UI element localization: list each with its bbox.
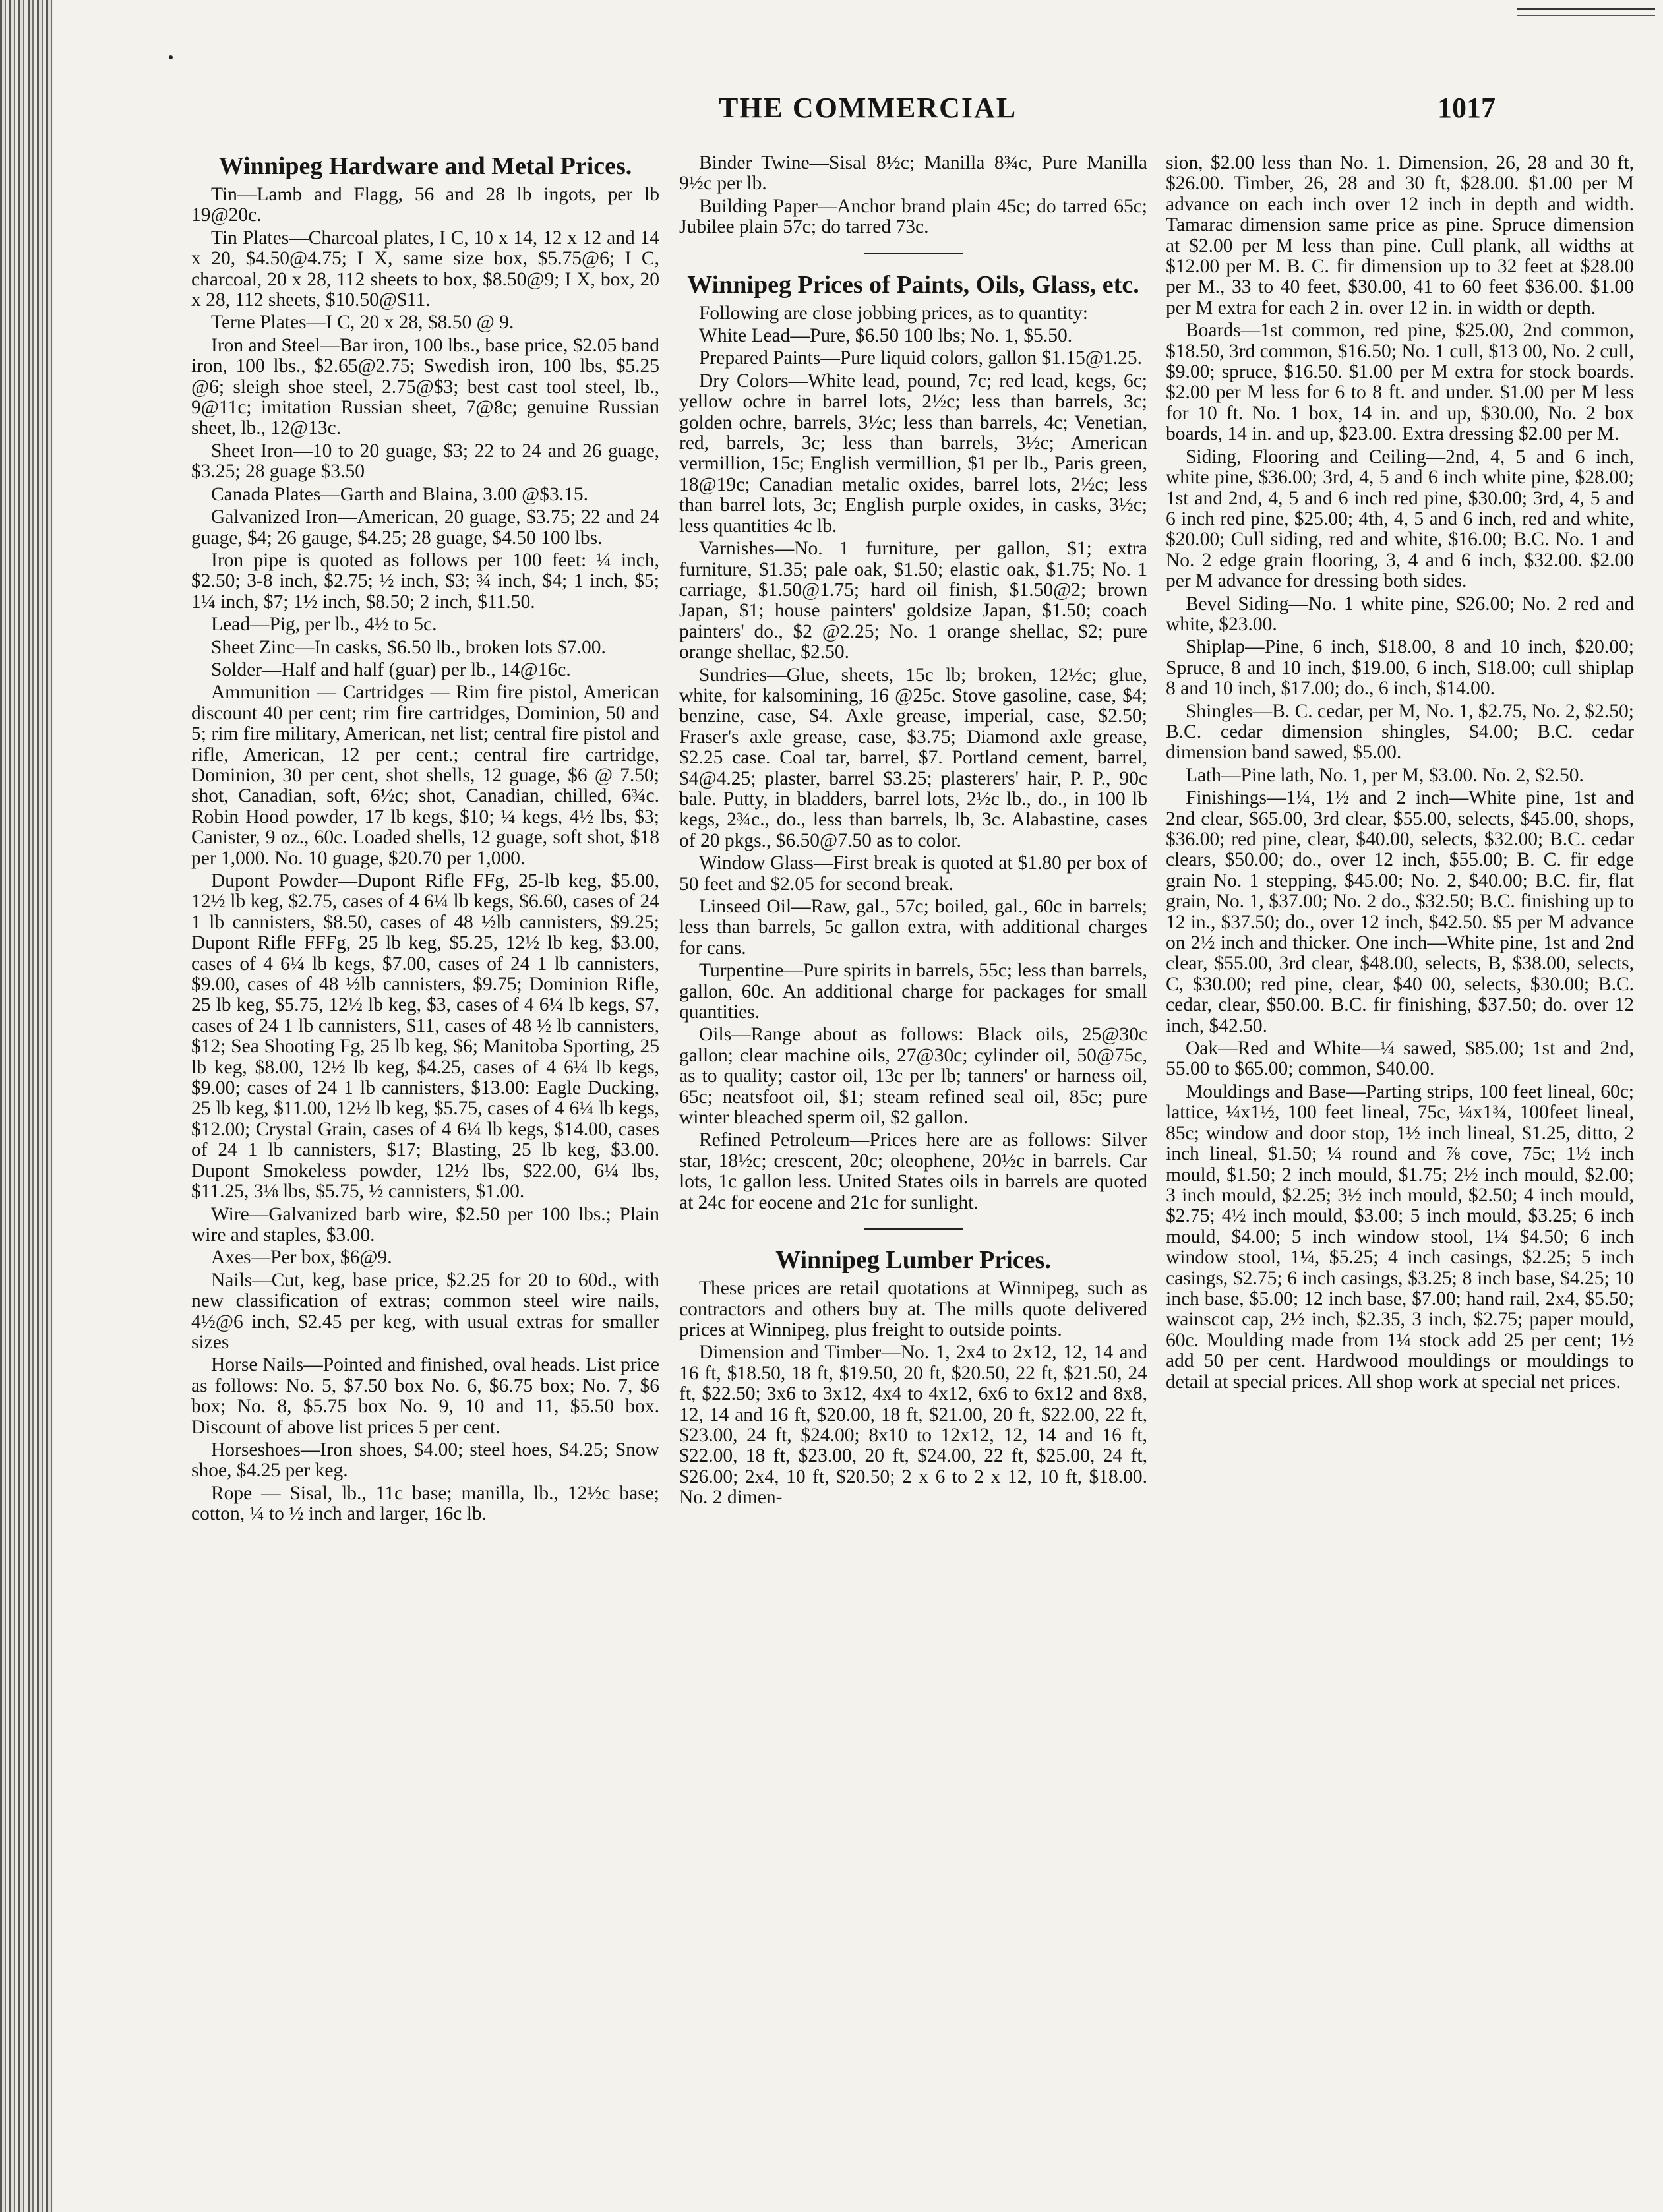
price-paragraph: These prices are retail quotations at Winnipeg, such as contractors and others buy at. The mills quote delivered prices at Winnipeg, plus freight to outside points.: [679, 1278, 1147, 1340]
price-paragraph: Sheet Zinc—In casks, $6.50 lb., broken lots $7.00.: [211, 636, 606, 658]
corner-rule-secondary: [1517, 15, 1655, 16]
section-heading-hardware: Winnipeg Hardware and Metal Prices.: [218, 152, 632, 180]
column-hardware-prices: [191, 153, 659, 1527]
section-divider: [864, 1228, 963, 1230]
section-heading-paints: Winnipeg Prices of Paints, Oils, Glass, etc.: [687, 270, 1139, 299]
price-paragraph: Dupont Powder—Dupont Rifle FFg, 25-lb keg, $5.00, 12½ lb keg, $2.75, cases of 4 6¼ lb kegs, $6.60, cases of 24 1 lb cannisters, $8.50, cases of 48 ½lb cannisters, $9.25; Dupont Rifle FFFg, 25 lb keg, $5.25, 12½ lb keg, $3.00, cases of 4 6¼ lb kegs, $7.00, cases of 24 1 lb cannisters, $9.00, cases of 48 ½lb cannisters, $9.75; Dominion Rifle, 25 lb keg, $5.75, 12½ lb keg, $3, cases of 4 6¼ lb kegs, $7, cases of 24 1 lb cannisters, $11, cases of 48 ½ lb cannisters, $12; Sea Shooting Fg, 25 lb keg, $6; Manitoba Sporting, 25 lb keg, $8.00, 12½ lb keg, $4.25, cases of 4 6¼ lb kegs, $9.00; cases of 24 1 lb cannisters, $13.00: Eagle Ducking, 25 lb keg, $11.00, 12½ lb keg, $5.75, cases of 4 6¼ lb kegs, $12.00; Crystal Grain, cases of 4 6¼ lb kegs, $14.00, cases of 24 1 lb cannisters, $17; Blasting, 25 lb keg, $3.00. Dupont Smokeless powder, 12½ lbs, $22.00, 6¼ lbs, $11.25, 3⅛ lbs, $5.75, ½ cannisters, $1.00.: [191, 870, 659, 1203]
paints-price-list: [679, 303, 1147, 1213]
price-paragraph: Refined Petroleum—Prices here are as follows: Silver star, 18½c; crescent, 20c; oleophene, 20½c in barrels. Car lots, 1c gallon less. United States oils in barrels are quoted at 24c for eocene and 21c for sunlight.: [679, 1129, 1147, 1213]
price-paragraph: Shingles—B. C. cedar, per M, No. 1, $2.75, No. 2, $2.50; B.C. cedar dimension shingles, $4.00; B.C. cedar dimension band sawed, $5.00.: [1166, 700, 1634, 763]
price-paragraph: Boards—1st common, red pine, $25.00, 2nd common, $18.50, 3rd common, $16.50; No. 1 cull, $13 00, No. 2 cull, $9.00; spruce, $16.50. $1.00 per M extra for stock boards. $2.00 per M less for 6 to 8 ft. and under. $1.00 per M less for 10 ft. No. 1 box, 14 in. and up, $30.00, No. 2 box boards, 14 in. and up, $23.00. Extra dressing $2.00 per M.: [1166, 320, 1634, 445]
price-paragraph: Iron pipe is quoted as follows per 100 feet: ¼ inch, $2.50; 3-8 inch, $2.75; ½ inch, $3; ¾ inch, $4; 1 inch, $5; 1¼ inch, $7; 1½ inch, $8.50; 2 inch, $11.50.: [191, 549, 659, 613]
price-paragraph: Bevel Siding—No. 1 white pine, $26.00; No. 2 red and white, $23.00.: [1166, 593, 1634, 635]
section-divider: [864, 253, 963, 254]
price-paragraph: Tin—Lamb and Flagg, 56 and 28 lb ingots, per lb 19@20c.: [191, 184, 659, 226]
price-paragraph: Following are close jobbing prices, as to quantity:: [699, 302, 1088, 324]
lumber-price-list-continued: [1166, 153, 1634, 1392]
price-paragraph: Sundries—Glue, sheets, 15c lb; broken, 12½c; glue, white, for kalsomining, 16 @25c. Stove gasoline, case, $4; benzine, case, $4. Axle grease, imperial, case, $2.50; Fraser's axle grease, case, $3.75; Diamond axle grease, $2.25 case. Coal tar, barrel, $7. Portland cement, barrel, $4@4.25; plaster, barrel $3.25; plasterers' hair, P. P., 90c bale. Putty, in bladders, barrel lots, 2½c lb., do., in 100 lb kegs, 2¾c., do., less than barrels, lb, 3c. Alabastine, cases of 20 pkgs., $6.50@7.50 as to color.: [679, 664, 1147, 851]
column-lumber-continued: [1166, 153, 1634, 1394]
price-paragraph: Sheet Iron—10 to 20 guage, $3; 22 to 24 and 26 guage, $3.25; 28 guage $3.50: [191, 440, 659, 483]
section-heading-lumber: Winnipeg Lumber Prices.: [775, 1246, 1051, 1274]
price-paragraph: Solder—Half and half (guar) per lb., 14@16c.: [211, 659, 571, 680]
price-paragraph: Horse Nails—Pointed and finished, oval heads. List price as follows: No. 5, $7.50 box No. 6, $6.75 box; No. 7, $6 box; No. 8, $5.75 box No. 9, 10 and 11, $5.50 box. Discount of above list prices 5 per cent.: [191, 1354, 659, 1438]
running-header-title: THE COMMERCIAL: [719, 92, 1017, 124]
price-paragraph: White Lead—Pure, $6.50 100 lbs; No. 1, $5.50.: [699, 325, 1073, 347]
corner-rule: [1517, 8, 1655, 10]
ink-speck: [169, 55, 173, 59]
page-number: 1017: [1437, 92, 1496, 124]
price-paragraph: Mouldings and Base—Parting strips, 100 feet lineal, 60c; lattice, ¼x1½, 100 feet lineal, 75c, ¼x1¾, 100feet lineal, 85c; window and door stop, 1½ inch lineal, $1.25, ditto, 2 inch lineal, $1.50; ¼ round and ⅞ cove, 75c; 1½ inch mould, $1.50; 2 inch mould, $1.75; 2½ inch mould, $2.00; 3 inch mould, $2.25; 3½ inch mould, $2.50; 4 inch mould, $2.75; 4½ inch mould, $3.00; 5 inch mould, $3.25; 6 inch mould, $4.00; 5 inch window stool, 1¼ $4.50; 6 inch window stool, 1¼, $5.25; 4 inch casings, $2.25; 5 inch casings, $2.75; 6 inch casings, $3.25; 8 inch base, $4.25; 10 inch base, $5.00; 12 inch base, $7.00; hand rail, 2x4, $5.50; wainscot cap, 2½ inch, $2.35, 3 inch, $2.75; paper mould, 60c. Moulding made from 1¼ stock add 25 per cent; 1½ add 50 per cent. Hardwood mouldings or mouldings to detail at special prices. All shop work at special net prices.: [1166, 1081, 1634, 1392]
price-paragraph: Oak—Red and White—¼ sawed, $85.00; 1st and 2nd, 55.00 to $65.00; common, $40.00.: [1166, 1038, 1634, 1080]
price-paragraph: Finishings—1¼, 1½ and 2 inch—White pine, 1st and 2nd clear, $65.00, 3rd clear, $55.00, selects, $45.00, shops, $36.00; red pine, clear, $40.00, selects, $32.00; B.C. cedar clears, $50.00; do., over 12 inch, $55.00; B. C. fir edge grain No. 1 stepping, $45.00; No. 2, $40.00; B.C. fir, flat grain, No. 1, $37.00; No. 2 do., $32.50; B.C. finishing up to 12 in., $37.50; do., over 12 inch, $42.50. $5 per M advance on 2½ inch and thicker. One inch—White pine, 1st and 2nd clear, $55.00, 3rd clear, $48.00, selects, B, $38.00, selects, C, $30.00; red pine, clear, $40 00, selects, $30.00; B.C. cedar, clear, $50.00. B.C. fir finishing, $37.50; do. over 12 inch, $42.50.: [1166, 787, 1634, 1036]
price-paragraph: Prepared Paints—Pure liquid colors, gallon $1.15@1.25.: [699, 347, 1142, 369]
price-paragraph: Tin Plates—Charcoal plates, I C, 10 x 14, 12 x 12 and 14 x 20, $4.50@4.75; I X, same size box, $5.75@6; I C, charcoal, 20 x 28, 112 sheets to box, $8.50@9; I X, box, 20 x 28, 112 sheets, $10.50@$11.: [191, 227, 659, 311]
price-paragraph: Siding, Flooring and Ceiling—2nd, 4, 5 and 6 inch, white pine, $36.00; 3rd, 4, 5 and 6 inch white pine, $28.00; 1st and 2nd, 4, 5 and 6 inch red pine, $30.00; 3rd, 4, 5 and 6 inch red pine, $25.00; 4th, 4, 5 and 6 inch, red and white, $20.00; Cull siding, red and white, $16.00; B.C. No. 1 and No. 2 edge grain flooring, 3, 4 and 6 inch, $32.00. $2.00 per M advance for dressing both sides.: [1166, 446, 1634, 592]
price-paragraph: Galvanized Iron—American, 20 guage, $3.75; 22 and 24 guage, $4; 26 gauge, $4.25; 28 guage, $4.50 100 lbs.: [191, 506, 659, 549]
price-paragraph: Ammunition — Cartridges — Rim fire pistol, American discount 40 per cent; rim fire cartridges, Dominion, 50 and 5; rim fire military, American, net list; central fire pistol and rifle, American, 12 per cent.; central fire cartridge, Dominion, 30 per cent, shot shells, 12 guage, $6 @ 7.50; shot, Canadian, soft, 6½c; shot, Canadian, chilled, 6¾c. Robin Hood powder, 17 lb kegs, $10; ¼ kegs, 4½ lbs, $3; Canister, 9 oz., 60c. Loaded shells, 12 guage, soft shot, $18 per 1,000. No. 10 guage, $20.70 per 1,000.: [191, 682, 659, 869]
price-paragraph: Canada Plates—Garth and Blaina, 3.00 @$3.15.: [211, 483, 588, 505]
price-paragraph: Axes—Per box, $6@9.: [211, 1247, 392, 1269]
price-paragraph: Window Glass—First break is quoted at $1.80 per box of 50 feet and $2.05 for second break.: [679, 852, 1147, 895]
price-paragraph: Wire—Galvanized barb wire, $2.50 per 100 lbs.; Plain wire and staples, $3.00.: [191, 1203, 659, 1245]
price-paragraph: Terne Plates—I C, 20 x 28, $8.50 @ 9.: [211, 312, 514, 334]
price-paragraph: Iron and Steel—Bar iron, 100 lbs., base price, $2.05 band iron, 100 lbs., $2.65@2.75; Swedish iron, 100 lbs, $5.25 @6; sleigh shoe steel, 2.75@$3; best cast tool steel, lb., 9@11c; imitation Russian sheet, 7@8c; genuine Russian sheet, lb., 12@13c.: [191, 334, 659, 439]
twine-paper-prices: [679, 153, 1147, 238]
hardware-price-list: [191, 185, 659, 1525]
price-paragraph: Shiplap—Pine, 6 inch, $18.00, 8 and 10 inch, $20.00; Spruce, 8 and 10 inch, $19.00, 6 inch, $18.00; cull shiplap 8 and 10 inch, $17.00; do., 6 inch, $14.00.: [1166, 636, 1634, 700]
price-paragraph: Linseed Oil—Raw, gal., 57c; boiled, gal., 60c in barrels; less than barrels, 5c gallon extra, with additional charges for cans.: [679, 896, 1147, 959]
price-paragraph: Lead—Pig, per lb., 4½ to 5c.: [211, 614, 437, 636]
page-binding-edge: [0, 0, 53, 2212]
price-paragraph: Dimension and Timber—No. 1, 2x4 to 2x12, 12, 14 and 16 ft, $18.50, 18 ft, $19.50, 20 ft, $20.50, 22 ft, $21.50, 24 ft, $22.50; 3x6 to 3x12, 4x4 to 4x12, 6x6 to 6x12 and 8x8, 12, 14 and 16 ft, $20.00, 18 ft, $21.00, 20 ft, $22.00, 22 ft, $23.00, 24 ft, $24.00; 8x10 to 12x12, 12, 14 and 16 ft, $22.00, 18 ft, $23.00, 20 ft, $24.00, 22 ft, $25.00, 24 ft, $26.00; 2x4, 10 ft, $20.50; 2 x 6 to 2 x 12, 10 ft, $18.00. No. 2 dimen-: [679, 1342, 1147, 1509]
price-paragraph: Oils—Range about as follows: Black oils, 25@30c gallon; clear machine oils, 27@30c; cylinder oil, 50@75c, as to quality; castor oil, 13c per lb; tanners' or harness oil, 65c; neatsfoot oil, $1; steam refined seal oil, 85c; pure winter bleached sperm oil, $2 gallon.: [679, 1024, 1147, 1129]
price-paragraph: Building Paper—Anchor brand plain 45c; do tarred 65c; Jubilee plain 57c; do tarred 73c.: [679, 195, 1147, 238]
price-paragraph: Horseshoes—Iron shoes, $4.00; steel hoes, $4.25; Snow shoe, $4.25 per keg.: [191, 1439, 659, 1481]
price-paragraph: Varnishes—No. 1 furniture, per gallon, $1; extra furniture, $1.35; pale oak, $1.50; elastic oak, $1.75; No. 1 carriage, $1.50@1.75; hard oil finish, $1.50@2; brown Japan, $1; house painters' goldsize Japan, $1.50; coach painters' do., $2 @2.25; No. 1 orange shellac, $2; pure orange shellac, $2.50.: [679, 538, 1147, 663]
lumber-price-list: [679, 1278, 1147, 1508]
price-paragraph: Lath—Pine lath, No. 1, per M, $3.00. No. 2, $2.50.: [1186, 764, 1584, 786]
column-paints-lumber: [679, 153, 1147, 1510]
price-paragraph: sion, $2.00 less than No. 1. Dimension, 26, 28 and 30 ft, $26.00. Timber, 26, 28 and 30 ft, $28.00. $1.00 per M advance on each inch over 12 inch in depth and width. Tamarac dimension same price as pine. Spruce dimension at $2.00 per M less than pine. Cull plank, all widths at $12.00 per M. B. C. fir dimension up to 32 feet at $28.00 per M., 33 to 40 feet, $30.00, 41 to 60 feet $36.00. $1.00 per M extra for each 2 in. over 12 in. in width or depth.: [1166, 152, 1634, 318]
price-paragraph: Rope — Sisal, lb., 11c base; manilla, lb., 12½c base; cotton, ¼ to ½ inch and larger, 16c lb.: [191, 1482, 659, 1525]
price-paragraph: Binder Twine—Sisal 8½c; Manilla 8¾c, Pure Manilla 9½c per lb.: [679, 152, 1147, 194]
price-paragraph: Dry Colors—White lead, pound, 7c; red lead, kegs, 6c; yellow ochre in barrel lots, 2½c; less than barrels, 3c; golden ochre, barrels, 3½c; less than barrels, 4c; Venetian, red, barrels, 3c; less than barrels, 3½c; American vermillion, 15c; English vermillion, $1 per lb., Paris green, 18@19c; Canadian metalic oxides, barrel lots, 2½c; less than barrel lots, 3c; English purple oxides, in casks, 3½c; less quantities 4c lb.: [679, 370, 1147, 537]
price-paragraph: Nails—Cut, keg, base price, $2.25 for 20 to 60d., with new classification of extras; common steel wire nails, 4½@6 inch, $2.45 per keg, with usual extras for smaller sizes: [191, 1269, 659, 1353]
price-paragraph: Turpentine—Pure spirits in barrels, 55c; less than barrels, gallon, 60c. An additional charge for packages for small quantities.: [679, 960, 1147, 1023]
